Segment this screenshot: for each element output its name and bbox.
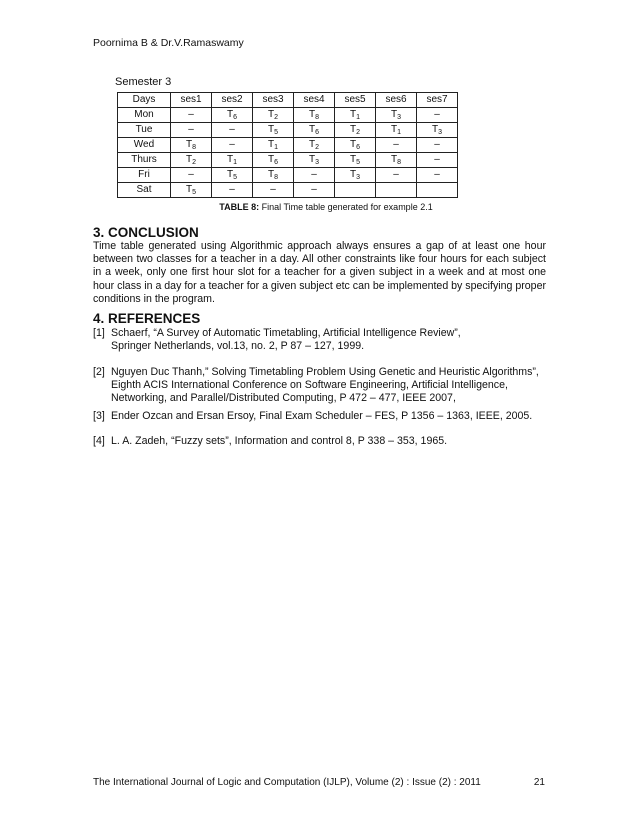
- timetable-cell: [376, 183, 417, 198]
- reference-line: Nguyen Duc Thanh,” Solving Timetabling Problem Using Genetic and Heuristic Algorithms”,: [111, 366, 539, 378]
- timetable-header-row: [118, 93, 458, 108]
- timetable-cell: $T_2$: [294, 138, 335, 153]
- running-header: Poornima B & Dr.V.Ramaswamy: [93, 37, 244, 49]
- timetable: [117, 92, 458, 198]
- timetable-cell: $T_1$: [212, 153, 253, 168]
- timetable-cell: –: [294, 168, 335, 183]
- references-heading: 4. REFERENCES: [93, 311, 201, 326]
- timetable-cell: –: [376, 168, 417, 183]
- reference-line: Eighth ACIS International Conference on Software Engineering, Artificial Intelligence,: [111, 379, 508, 392]
- timetable-day-cell: Thurs: [118, 153, 171, 168]
- timetable-cell: –: [212, 183, 253, 198]
- table-caption-label: TABLE 8:: [219, 202, 260, 212]
- timetable-cell: $T_5$: [253, 123, 294, 138]
- timetable-cell: –: [212, 123, 253, 138]
- timetable-cell: $T_2$: [253, 108, 294, 123]
- timetable-row: [118, 138, 458, 153]
- footer-journal: The International Journal of Logic and Computation (IJLP), Volume (2) : Issue (2) : 2011: [93, 777, 481, 788]
- timetable-body: [118, 108, 458, 198]
- timetable-day-cell: Sat: [118, 183, 171, 198]
- conclusion-heading: 3. CONCLUSION: [93, 225, 199, 240]
- timetable-row: [118, 183, 458, 198]
- timetable-row: [118, 123, 458, 138]
- timetable-cell: $T_8$: [294, 108, 335, 123]
- semester-label: Semester 3: [115, 76, 172, 88]
- timetable-cell: $T_6$: [212, 108, 253, 123]
- col-header-days: Days: [118, 93, 171, 108]
- col-header-ses3: ses3: [253, 93, 294, 108]
- col-header-ses1: ses1: [171, 93, 212, 108]
- timetable-cell: –: [212, 138, 253, 153]
- timetable-day-cell: Tue: [118, 123, 171, 138]
- timetable-day-cell: Mon: [118, 108, 171, 123]
- timetable-cell: –: [417, 168, 458, 183]
- timetable-cell: $T_3$: [417, 123, 458, 138]
- timetable-cell: –: [171, 108, 212, 123]
- timetable-cell: $T_3$: [376, 108, 417, 123]
- timetable-cell: $T_1$: [335, 108, 376, 123]
- reference-number: [3]: [93, 410, 105, 422]
- page-number: 21: [533, 777, 545, 788]
- timetable-day-cell: Wed: [118, 138, 171, 153]
- timetable-cell: –: [294, 183, 335, 198]
- timetable-cell: $T_5$: [335, 153, 376, 168]
- page-footer: [93, 777, 545, 788]
- reference-line: Ender Ozcan and Ersan Ersoy, Final Exam Scheduler – FES, P 1356 – 1363, IEEE, 2005.: [111, 410, 533, 422]
- timetable-cell: $T_8$: [253, 168, 294, 183]
- col-header-ses6: ses6: [376, 93, 417, 108]
- timetable-cell: $T_1$: [253, 138, 294, 153]
- reference-line: Schaerf, “A Survey of Automatic Timetabling, Artificial Intelligence Review”,: [111, 327, 461, 339]
- timetable-cell: $T_1$: [376, 123, 417, 138]
- timetable-cell: $T_8$: [376, 153, 417, 168]
- timetable-row: [118, 153, 458, 168]
- timetable-cell: $T_2$: [171, 153, 212, 168]
- timetable-cell: $T_5$: [212, 168, 253, 183]
- timetable-cell: –: [376, 138, 417, 153]
- reference-line: L. A. Zadeh, “Fuzzy sets”, Information and control 8, P 338 – 353, 1965.: [111, 435, 448, 447]
- timetable-cell: –: [171, 168, 212, 183]
- timetable-cell: $T_6$: [335, 138, 376, 153]
- timetable-row: [118, 168, 458, 183]
- timetable-cell: $T_6$: [294, 123, 335, 138]
- timetable-cell: [335, 183, 376, 198]
- timetable-cell: $T_5$: [171, 183, 212, 198]
- timetable-row: [118, 108, 458, 123]
- timetable-cell: –: [171, 123, 212, 138]
- timetable-cell: –: [253, 183, 294, 198]
- col-header-ses2: ses2: [212, 93, 253, 108]
- conclusion-paragraph: Time table generated using Algorithmic approach always ensures a gap of at least one hour between two classes for a teacher in a day. All other constraints like four hours for each subject in a week, only one first hour slot for a teacher for a given subject in a week and at most one hour class in a day for a teacher for a given subject etc can be implemented by specifying proper conditions in the program.: [93, 240, 546, 305]
- timetable-cell: $T_3$: [335, 168, 376, 183]
- table-caption: [0, 202, 638, 212]
- timetable-day-cell: Fri: [118, 168, 171, 183]
- reference-number: [1]: [93, 327, 105, 339]
- col-header-ses5: ses5: [335, 93, 376, 108]
- timetable-cell: [417, 183, 458, 198]
- reference-number: [4]: [93, 435, 105, 447]
- reference-line: Springer Netherlands, vol.13, no. 2, P 87 – 127, 1999.: [111, 340, 365, 353]
- timetable-cell: $T_2$: [335, 123, 376, 138]
- timetable-cell: –: [417, 153, 458, 168]
- timetable-cell: $T_8$: [171, 138, 212, 153]
- timetable-cell: $T_6$: [253, 153, 294, 168]
- timetable-cell: –: [417, 108, 458, 123]
- timetable-cell: –: [417, 138, 458, 153]
- reference-line: Networking, and Parallel/Distributed Computing, P 472 – 477, IEEE 2007,: [111, 392, 456, 405]
- col-header-ses4: ses4: [294, 93, 335, 108]
- table-caption-text: Final Time table generated for example 2.1: [259, 202, 433, 212]
- reference-number: [2]: [93, 366, 105, 378]
- timetable-cell: $T_3$: [294, 153, 335, 168]
- col-header-ses7: ses7: [417, 93, 458, 108]
